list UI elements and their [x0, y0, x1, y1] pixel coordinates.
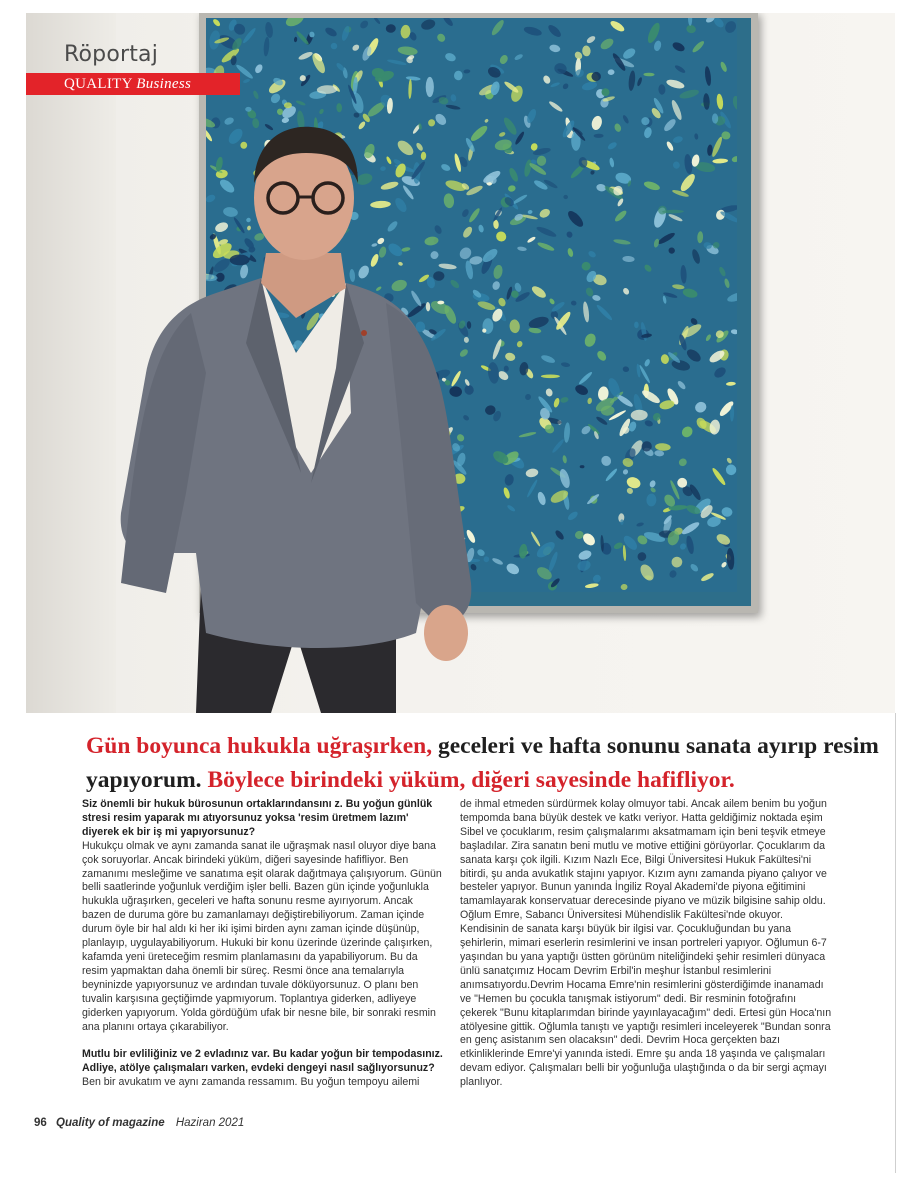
brand-banner [26, 73, 240, 95]
hand [424, 605, 468, 661]
page-number: 96 [34, 1117, 47, 1129]
brand-sub: Business [136, 76, 192, 92]
headline-part-2: geceleri ve hafta sonunu sanata ayırıp resim yapıyorum. [86, 733, 879, 793]
article-column-left [82, 798, 444, 1090]
answer-2-continued: de ihmal etmeden sürdürmek kolay olmuyor tabi. Ancak ailem benim bu yoğun tempomda bana büyük destek ve katkı veriyor. Hatta geldiğimiz noktada eşim Sibel ve çocuklarım, resim çalışmalarımı aksatmamam için beni teşvik etmeye başladılar. Zira sanatın beni mutlu ve motive ettiğini görüyorlar. Çocuklarım da sanata karşı çok ilgili. Kızım Nazlı Ece, Bilgi Üniversitesi Hukuk Fakültesi'ni bitirdi, şu anda avukatlık stajını yapıyor. Kızım aynı zamanda piyano çalıyor ve besteler yapıyor. Bunun yanında İngiliz Royal Akademi'de piyona eğitimini tamamlayarak konservatuar derecesinde piyano ve müzik bilgisine sahip oldu. [460, 798, 827, 908]
question-2: Mutlu bir evliliğiniz ve 2 evladınız var. Bu kadar yoğun bir tempodasınız. Adliye, atölye çalışmaları varken, evdeki dengeyi nasıl sağlıyorsunuz? [82, 1048, 443, 1075]
article-column-right [460, 798, 832, 1090]
portrait-man [96, 113, 496, 713]
answer-1: Hukukçu olmak ve aynı zamanda sanat ile uğraşmak nasıl oluyor diye bana çok soruyorlar. Ancak birindeki yüküm, diğeri sayesinde hafifliyor. Ben zamanımı mesleğime ve sanatıma eşit olarak dağıtmaya çalışıyorum. Günün belli saatlerinde yoğunluk verdiğim işler belli. Bazen gün içinde yoğunlukla hukukla uğraşırken, geceleri ve hafta sonunu resme ayırıyorum. Ancak bazen de duruma göre bu zamanlamayı değiştirebiliyorum. Zaman içinde durum öyle bir hal aldı ki her iki işimi birden aynı zaman içinde düşünüp, planlayıp, uygulayabiliyorum. Hukuki bir konu üzerinde üzerinde çalışırken, kafamda yeni üreteceğim resmim planlamasını da yapabiliyorum. Bu da resim yapmaktan daha önemli bir süreç. Resmi önce ana temalarıyla beyninizde yapıyorsunuz ve ardından tuvale döküyorsunuz. O planı ben tuvalin karşısına geçtiğimde yapmıyorum. Toplantıya giderken, adliyeye giderken yapıyorum. Yolda gördüğüm ufak bir nesne bile, bir sonraki resmin ana planını ortaya çıkarabiliyor. [82, 839, 442, 1033]
headline-part-3: Böylece birindeki yüküm, diğeri sayesinde hafifliyor. [201, 767, 735, 793]
magazine-name: Quality of magazine [56, 1117, 165, 1129]
answer-2-start: Ben bir avukatım ve aynı zamanda ressamım. Bu yoğun tempoyu ailemi [82, 1076, 420, 1089]
column-divider [895, 713, 896, 1173]
question-1: Siz önemli bir hukuk bürosunun ortaklarındansını z. Bu yoğun günlük stresi resim yaparak mı atıyorsunuz yoksa 'resim üretmem lazım' diyerek ek bir iş mi yapıyorsunuz? [82, 798, 433, 838]
issue-date: Haziran 2021 [175, 1117, 245, 1129]
answer-2-paragraph-2: Oğlum Emre, Sabancı Üniversitesi Mühendislik Fakültesi'nde okuyor. Kendisinin de sanata karşı büyük bir ilgisi var. Çocukluğundan bu yana şehirlerin, mimari eserlerin resimlerini ve insan portreleri yapıyor. Oğlumun 6-7 yaşından bu yana yaptığı üstten görünüm niteliğindeki şehir resimleri dünyaca ünlü sanatçımız Hocam Devrim Erbil'in meşhur İstanbul resimlerini anımsatıyordu.Devrim Hocama Emre'nin resimlerini gösterdiğimde inanamadı ve "Hemen bu çocukla tanışmak istiyorum" dedi. Bir resminin fotoğrafını çekerek "Bunu kitaplarımdan birinde yayınlayacağım" dedi. Ertesi gün Hoca'nın atölyesine gittik. Oğlumla tanıştı ve yaptığı resimleri inceleyerek "Bundan sonra en genç asistanım sen olacaksın" dedi. Devrim Hoca gerçekten bazı etkinliklerinde Emre'yi yanında istedi. Emre şu anda 18 yaşında ve çalışmaları devam ediyor. Çalışmaları belli bir yoğunluğa ulaştığında o da bir sergi açmayı planlıyor. [460, 909, 832, 1089]
cover-photo [26, 13, 895, 713]
lapel-pin [361, 330, 367, 336]
headline-part-1: Gün boyunca hukukla uğraşırken, [86, 733, 433, 759]
section-label: Röportaj [64, 42, 159, 67]
pull-quote-headline [86, 729, 886, 797]
page-footer [34, 1117, 244, 1129]
brand-main: QUALITY [64, 76, 133, 92]
